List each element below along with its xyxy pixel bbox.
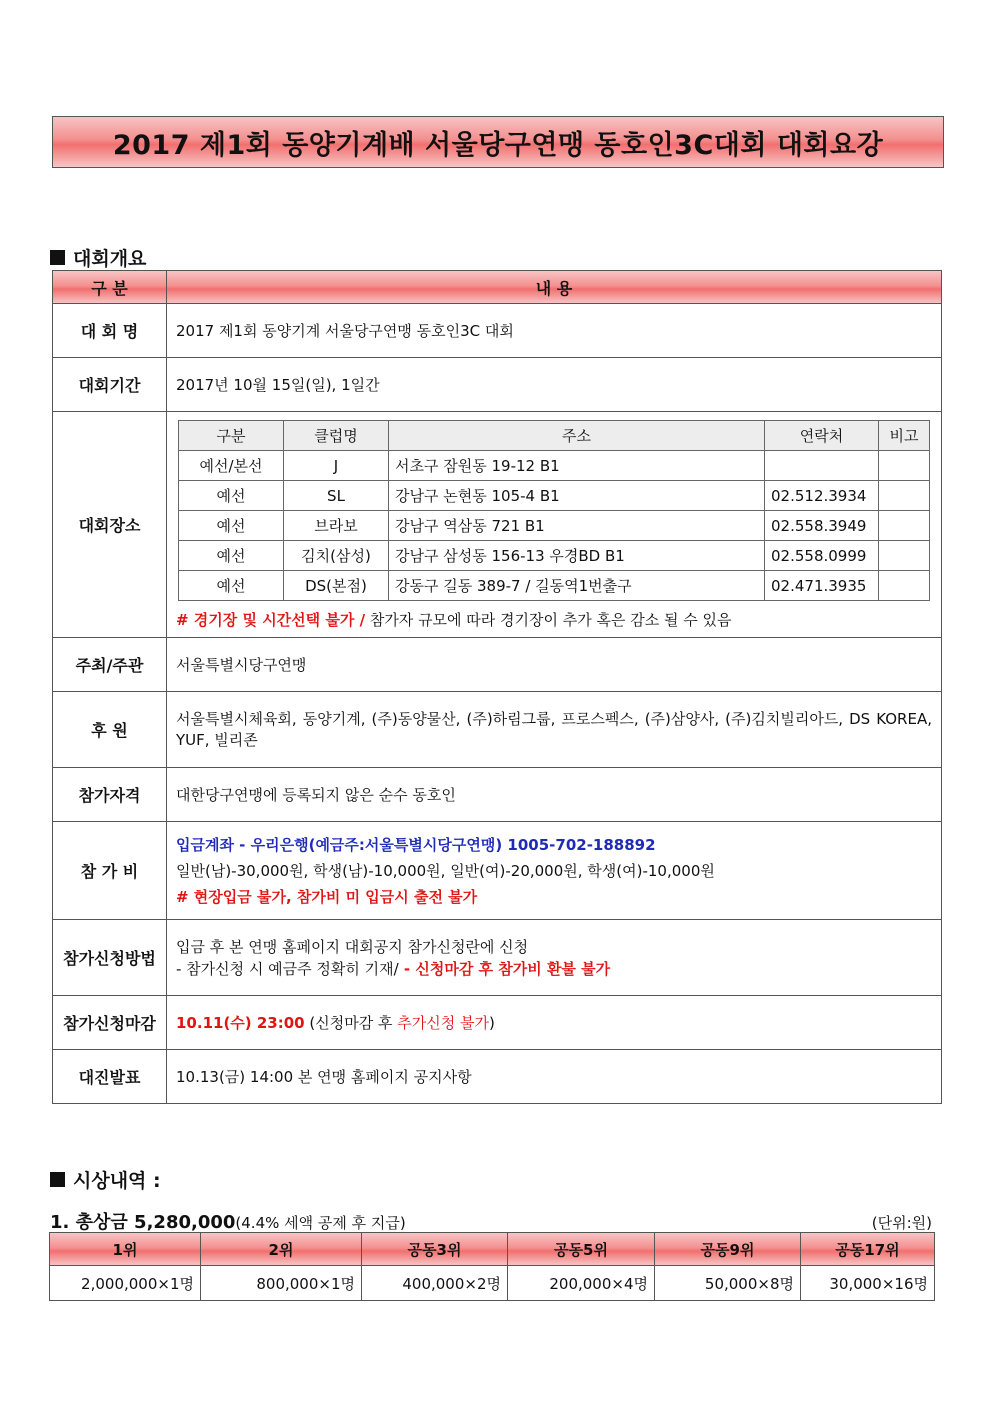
venue-club: J xyxy=(284,451,389,481)
venue-row xyxy=(179,511,930,541)
venue-address: 강남구 삼성동 156-13 우경BD B1 xyxy=(389,541,765,571)
venue-note xyxy=(879,451,930,481)
row-deadline xyxy=(53,996,942,1050)
deadline-warning: 추가신청 불가 xyxy=(397,1014,489,1032)
venue-type: 예선 xyxy=(179,481,284,511)
venue-col-contact: 연락처 xyxy=(765,421,879,451)
venue-type: 예선 xyxy=(179,571,284,601)
venue-row xyxy=(179,451,930,481)
venue-row xyxy=(179,571,930,601)
prize-header: 공동9위 xyxy=(655,1233,801,1266)
prize-header: 1위 xyxy=(50,1233,201,1266)
venue-notice xyxy=(167,601,941,630)
prize-note: (4.4% 세액 공제 후 지급) xyxy=(235,1214,406,1232)
venue-table xyxy=(178,420,930,601)
value-bracket: 10.13(금) 14:00 본 연맹 홈페이지 공지사항 xyxy=(167,1050,942,1104)
prize-total: 1. 총상금 5,280,000 xyxy=(50,1212,236,1233)
method-line2-text: - 참가신청 시 예금주 정확히 기재/ xyxy=(176,959,399,978)
prize-title-row xyxy=(50,1208,932,1234)
prize-value: 400,000×2명 xyxy=(362,1266,508,1301)
row-qualification xyxy=(53,768,942,822)
venue-address: 강남구 논현동 105-4 B1 xyxy=(389,481,765,511)
venue-note xyxy=(879,541,930,571)
deadline-close: ) xyxy=(488,1014,495,1032)
venue-contact: 02.471.3935 xyxy=(765,571,879,601)
venue-club: SL xyxy=(284,481,389,511)
value-host: 서울특별시당구연맹 xyxy=(167,638,942,692)
label-host: 주최/주관 xyxy=(53,638,167,692)
row-period xyxy=(53,358,942,412)
venue-note xyxy=(879,571,930,601)
value-method xyxy=(167,920,942,996)
label-deadline: 참가신청마감 xyxy=(53,996,167,1050)
method-line2-warning: - 신청마감 후 참가비 환불 불가 xyxy=(398,959,611,978)
venue-type: 예선 xyxy=(179,511,284,541)
value-name: 2017 제1회 동양기계 서울당구연맹 동호인3C 대회 xyxy=(167,304,942,358)
prize-unit: (단위:원) xyxy=(871,1214,932,1232)
header-category: 구 분 xyxy=(53,271,167,304)
prize-table xyxy=(49,1232,935,1301)
value-deadline xyxy=(167,996,942,1050)
prize-header: 공동17위 xyxy=(801,1233,935,1266)
venue-address: 강남구 역삼동 721 B1 xyxy=(389,511,765,541)
prize-value: 2,000,000×1명 xyxy=(50,1266,201,1301)
value-fee xyxy=(167,822,942,920)
venue-note xyxy=(879,481,930,511)
label-name: 대 회 명 xyxy=(53,304,167,358)
prize-title xyxy=(50,1208,406,1234)
prize-header: 공동3위 xyxy=(362,1233,508,1266)
deadline-text: (신청마감 후 xyxy=(304,1014,398,1032)
square-bullet-icon xyxy=(50,1172,65,1187)
row-venue xyxy=(53,412,942,638)
fee-amounts: 일반(남)-30,000원, 학생(남)-10,000원, 일반(여)-20,000원, 학생(여)-10,000원 xyxy=(176,861,715,880)
header-content: 내 용 xyxy=(167,271,942,304)
venue-col-club: 클럽명 xyxy=(284,421,389,451)
document-title: 2017 제1회 동양기계배 서울당구연맹 동호인3C대회 대회요강 xyxy=(52,116,944,168)
row-host xyxy=(53,638,942,692)
value-sponsor: 서울특별시체육회, 동양기계, (주)동양물산, (주)하림그룹, 프로스펙스, (주)삼양사, (주)김치빌리아드, DS KOREA, YUF, 빌리존 xyxy=(167,692,942,768)
venue-club: DS(본점) xyxy=(284,571,389,601)
venue-note xyxy=(879,511,930,541)
venue-notice-warning: # 경기장 및 시간선택 불가 / xyxy=(176,611,366,629)
venue-type: 예선 xyxy=(179,541,284,571)
prize-header-row xyxy=(50,1233,935,1266)
venue-notice-text: 참가자 규모에 따라 경기장이 추가 혹은 감소 될 수 있음 xyxy=(365,611,732,629)
value-period: 2017년 10월 15일(일), 1일간 xyxy=(167,358,942,412)
fee-account: 입금계좌 - 우리은행(예금주:서울특별시당구연맹) 1005-702-188892 xyxy=(176,835,656,854)
row-bracket xyxy=(53,1050,942,1104)
prize-value: 50,000×8명 xyxy=(655,1266,801,1301)
deadline-datetime: 10.11(수) 23:00 xyxy=(176,1014,305,1032)
venue-cell xyxy=(167,412,942,638)
section-awards-label: 시상내역 : xyxy=(73,1170,161,1192)
venue-contact: 02.558.0999 xyxy=(765,541,879,571)
method-line1: 입금 후 본 연맹 홈페이지 대회공지 참가신청란에 신청 xyxy=(176,937,529,956)
prize-values-row xyxy=(50,1266,935,1301)
venue-col-type: 구분 xyxy=(179,421,284,451)
label-fee: 참 가 비 xyxy=(53,822,167,920)
venue-club: 김치(삼성) xyxy=(284,541,389,571)
section-overview-heading xyxy=(50,244,146,271)
venue-contact: 02.512.3934 xyxy=(765,481,879,511)
venue-col-note: 비고 xyxy=(879,421,930,451)
label-sponsor: 후 원 xyxy=(53,692,167,768)
label-period: 대회기간 xyxy=(53,358,167,412)
label-qualification: 참가자격 xyxy=(53,768,167,822)
label-method: 참가신청방법 xyxy=(53,920,167,996)
fee-warning: # 현장입금 불가, 참가비 미 입금시 출전 불가 xyxy=(176,887,478,906)
venue-contact: 02.558.3949 xyxy=(765,511,879,541)
venue-address: 강동구 길동 389-7 / 길동역1번출구 xyxy=(389,571,765,601)
venue-contact xyxy=(765,451,879,481)
venue-col-address: 주소 xyxy=(389,421,765,451)
venue-row xyxy=(179,481,930,511)
label-venue: 대회장소 xyxy=(53,412,167,638)
section-awards-heading xyxy=(50,1166,161,1193)
row-method xyxy=(53,920,942,996)
row-fee xyxy=(53,822,942,920)
method-line2 xyxy=(176,958,932,980)
venue-header-row xyxy=(179,421,930,451)
prize-header: 2위 xyxy=(201,1233,362,1266)
prize-header: 공동5위 xyxy=(508,1233,655,1266)
venue-address: 서초구 잠원동 19-12 B1 xyxy=(389,451,765,481)
overview-header-row xyxy=(53,271,942,304)
prize-value: 800,000×1명 xyxy=(201,1266,362,1301)
row-sponsor xyxy=(53,692,942,768)
overview-table xyxy=(52,270,942,1104)
prize-value: 200,000×4명 xyxy=(508,1266,655,1301)
section-overview-label: 대회개요 xyxy=(73,248,147,270)
row-name xyxy=(53,304,942,358)
venue-row xyxy=(179,541,930,571)
venue-type: 예선/본선 xyxy=(179,451,284,481)
prize-value: 30,000×16명 xyxy=(801,1266,935,1301)
label-bracket: 대진발표 xyxy=(53,1050,167,1104)
value-qualification: 대한당구연맹에 등록되지 않은 순수 동호인 xyxy=(167,768,942,822)
square-bullet-icon xyxy=(50,250,65,265)
venue-club: 브라보 xyxy=(284,511,389,541)
